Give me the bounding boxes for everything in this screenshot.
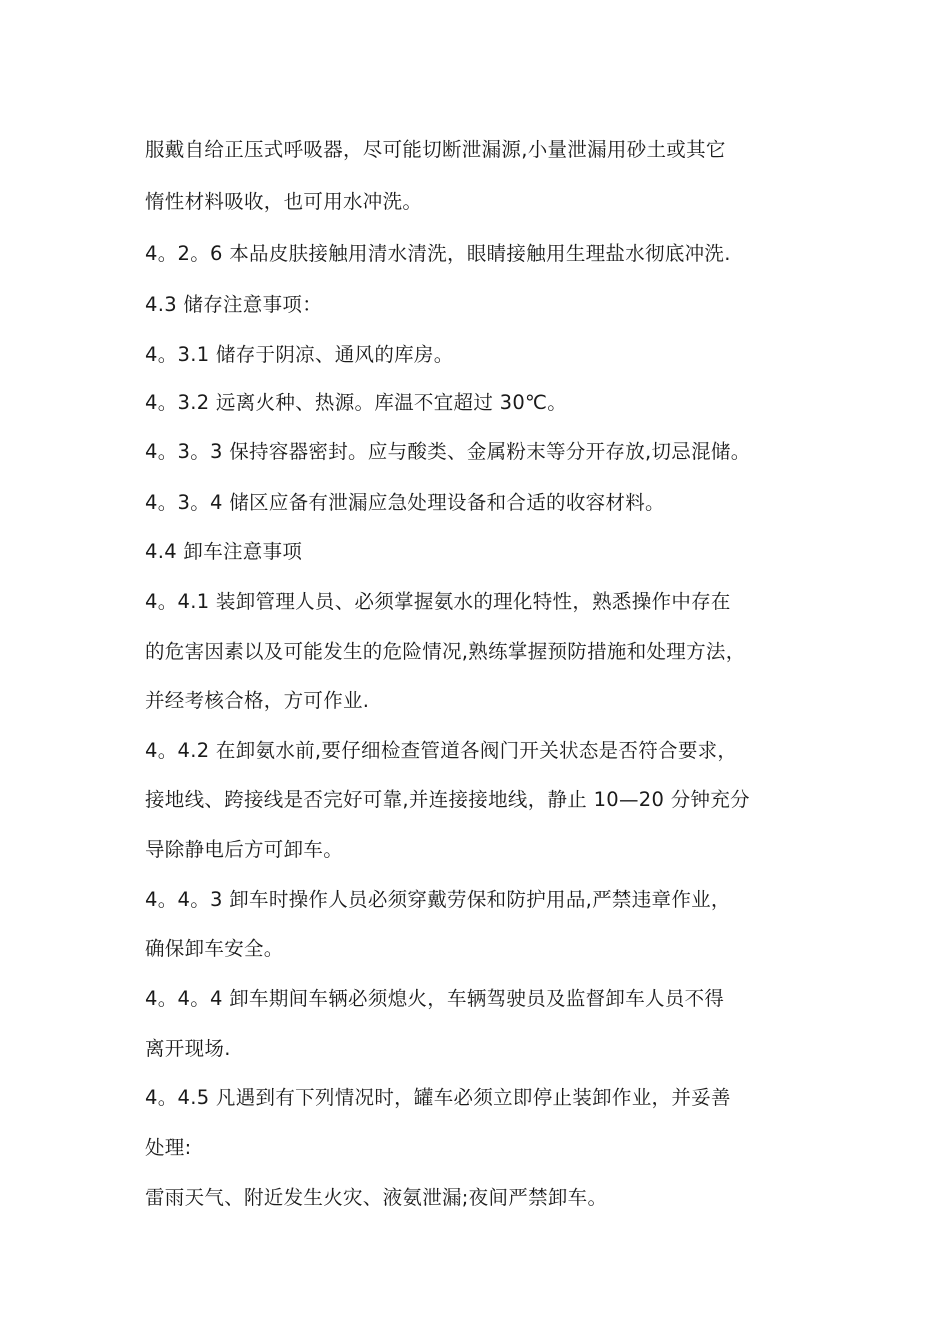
text-line: 导除静电后方可卸车。 [145,838,344,861]
text-line: 惰性材料吸收，也可用水冲洗。 [145,190,423,213]
text-line: 4。3。3 保持容器密封。应与酸类、金属粉末等分开存放,切忌混储。 [145,440,751,463]
text-line: 处理: [145,1136,192,1159]
text-line: 雷雨天气、附近发生火灾、液氨泄漏;夜间严禁卸车。 [145,1186,608,1209]
text-line: 的危害因素以及可能发生的危险情况,熟练掌握预防措施和处理方法， [145,640,746,663]
text-line: 4。3。4 储区应备有泄漏应急处理设备和合适的收容材料。 [145,491,665,514]
text-line: 4。4.2 在卸氨水前,要仔细检查管道各阀门开关状态是否符合要求， [145,739,738,762]
section-heading: 4.3 储存注意事项： [145,293,323,316]
text-line: 4。2。6 本品皮肤接触用清水清洗，眼睛接触用生理盐水彻底冲洗. [145,242,731,265]
text-line: 4。4。3 卸车时操作人员必须穿戴劳保和防护用品,严禁违章作业， [145,888,731,911]
text-line: 4。4.1 装卸管理人员、必须掌握氨水的理化特性，熟悉操作中存在 [145,590,731,613]
section-heading: 4.4 卸车注意事项 [145,540,303,563]
text-line: 4。3.1 储存于阴凉、通风的库房。 [145,343,454,366]
text-line: 并经考核合格，方可作业. [145,689,370,712]
text-line: 服戴自给正压式呼吸器，尽可能切断泄漏源,小量泄漏用砂土或其它 [145,138,726,161]
text-line: 确保卸车安全。 [145,937,284,960]
text-line: 4。4。4 卸车期间车辆必须熄火，车辆驾驶员及监督卸车人员不得 [145,987,725,1010]
text-line: 接地线、跨接线是否完好可靠,并连接接地线，静止 10—20 分钟充分 [145,788,750,811]
text-line: 离开现场. [145,1037,231,1060]
text-line: 4。4.5 凡遇到有下列情况时，罐车必须立即停止装卸作业，并妥善 [145,1086,731,1109]
text-line: 4。3.2 远离火种、热源。库温不宜超过 30℃。 [145,391,568,414]
